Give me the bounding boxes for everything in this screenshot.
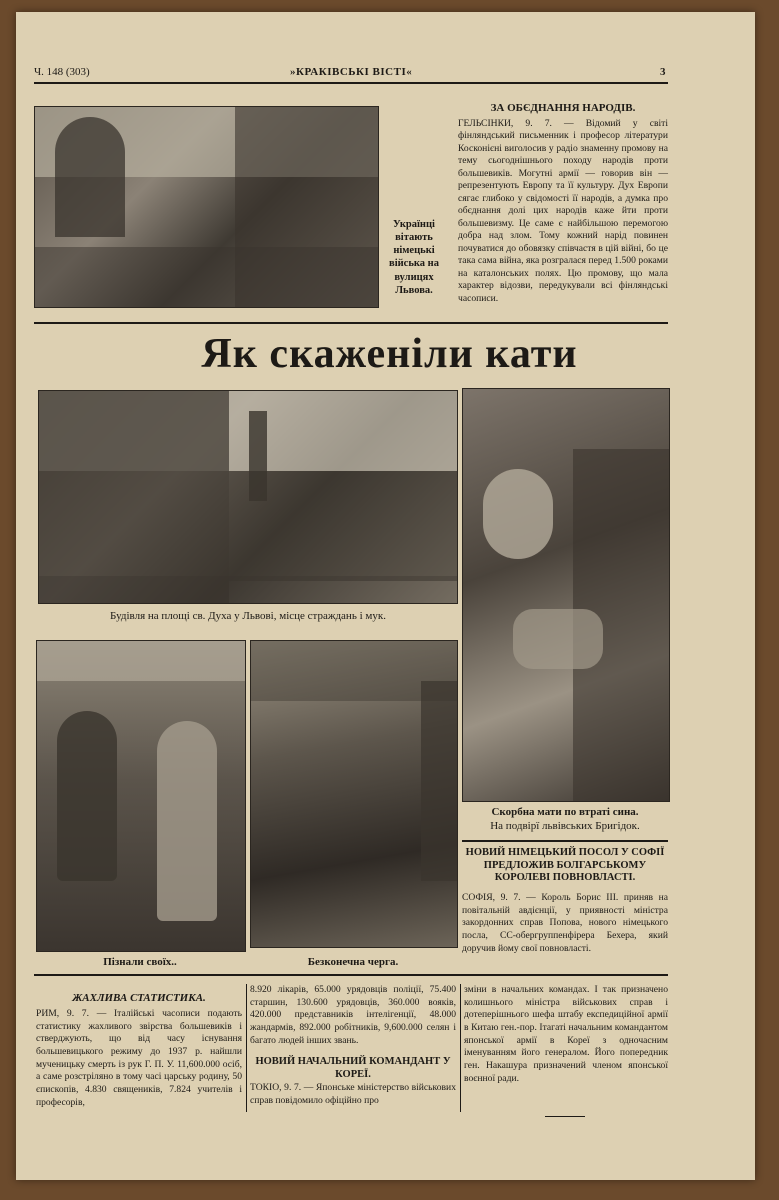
main-headline: Як скаженіли кати (201, 331, 578, 377)
unity-article-body: ГЕЛЬСІНКИ, 9. 7. — Відомий у світі фінляндський письменник і професор літератури Косконієні виголосив у радіо знаменну промову на тему сьогоднішнього походу народів проти большевиків. Могутні армії — говорив він — репрезентують Европу та її культуру. Дух Европи сягає глибоко у свідомості її народів, а думка про обєднання долі цих народів каже йти проти большевизму. Це саме є найбільшою перемогою добра над злом. Тому кожний нарід повинен почуватися до обовязку співчастя в цій війні, бо це така сама війна, яка розгралася перед 1.500 роками на каталонських полях. Цю промову, що мала характер відозви, передукували всі фінляндські часописи. (458, 118, 668, 304)
recognized-caption: Пізнали своїх.. (103, 956, 177, 968)
newspaper-name: »КРАКІВСЬКІ ВІСТІ« (290, 66, 413, 78)
korea-article-body-1: ТОКІО, 9. 7. — Японське міністерство військових справ повідомило офіційно про (250, 1082, 456, 1106)
photo-mourning-mother (462, 388, 670, 802)
face-shape (483, 469, 553, 559)
mother-caption-line-2: На подвірї львівських Бригідок. (490, 820, 640, 832)
statistics-article-body-1: РИМ, 9. 7. — Італійські часописи подають статистику жахливого звірства большевиків і стверджують, що від часу існування большевицького режиму до 1937 р. найшли мученицьку смерть із рук Г. П. У. 11,600.000 осіб, а саме розстріляно в тому часі царську родину, 50 єпископів, 4.830 священиків, 7.824 учителів і професорів, (36, 1008, 242, 1108)
sofia-rule (462, 840, 668, 842)
square-photo-caption: Будівля на площі св. Духа у Львові, місце страждань і мук. (110, 610, 386, 622)
mother-caption-line-1: Скорбна мати по втраті сина. (491, 806, 639, 818)
queue-caption: Безконечна черга. (307, 956, 399, 968)
korea-article-body-2: зміни в начальних командах. І так призначено колишнього міністра військових справ і дотеперішнього шефа штабу експедиційної армії в Китаю ген.-пор. Ітагаті начальним командантом японської армії в Кореї з одночасним іменуванням його генералом. Його попередник ген. Накашура призначений членом японської воєнної ради. (464, 984, 668, 1084)
photo-recognized-relatives (36, 640, 246, 952)
page-number: 3 (660, 66, 666, 78)
end-mark-rule (545, 1116, 585, 1117)
issue-number: Ч. 148 (303) (34, 66, 90, 78)
photo-crowd-lviv (34, 106, 379, 308)
crowd-photo-caption: Українці вітають німецькі війська на вулицях Львова. (389, 219, 439, 296)
korea-headline: НОВИЙ НАЧАЛЬНИЙ КОМАНДАНТ У КОРЕЇ. (255, 1056, 451, 1080)
woman-figure-shape (157, 721, 217, 921)
photo-endless-queue (250, 640, 458, 948)
sofia-headline: НОВИЙ НІМЕЦЬКИЙ ПОСОЛ У СОФІЇ ПРЕДЛОЖИВ БОЛГАРСЬКОМУ КОРОЛЕВІ ПОВНОВЛАСТІ. (465, 847, 665, 884)
section-rule-bottom (34, 974, 668, 976)
photo-square-building (38, 390, 458, 604)
church-dome-shape (55, 117, 125, 237)
statistics-article-body-2: 8.920 лікарів, 65.000 урядовців поліції, 75.400 старшин, 130.600 урядовців, 360.000 вояків, 420.000 представників інтелігенції, 48.000 жандармів, 892.000 робітників, 9,600.000 селян і багато людей інших звань. (250, 984, 456, 1046)
column-rule-1 (246, 984, 247, 1112)
section-rule-top (34, 322, 668, 324)
sofia-article-body: СОФІЯ, 9. 7. — Король Борис III. приняв на повітальній авдієнції, у приявності міністра закордонних справ Попова, нового німецького посла, СС-обергруппенфірера Бехера, який доручив йому свої повновласті. (462, 892, 668, 954)
column-rule-2 (460, 984, 461, 1112)
header-rule (34, 82, 668, 84)
unity-headline: ЗА ОБЄДНАННЯ НАРОДІВ. (490, 102, 636, 114)
statistics-headline: ЖАХЛИВА СТАТИСТИКА. (72, 992, 206, 1004)
